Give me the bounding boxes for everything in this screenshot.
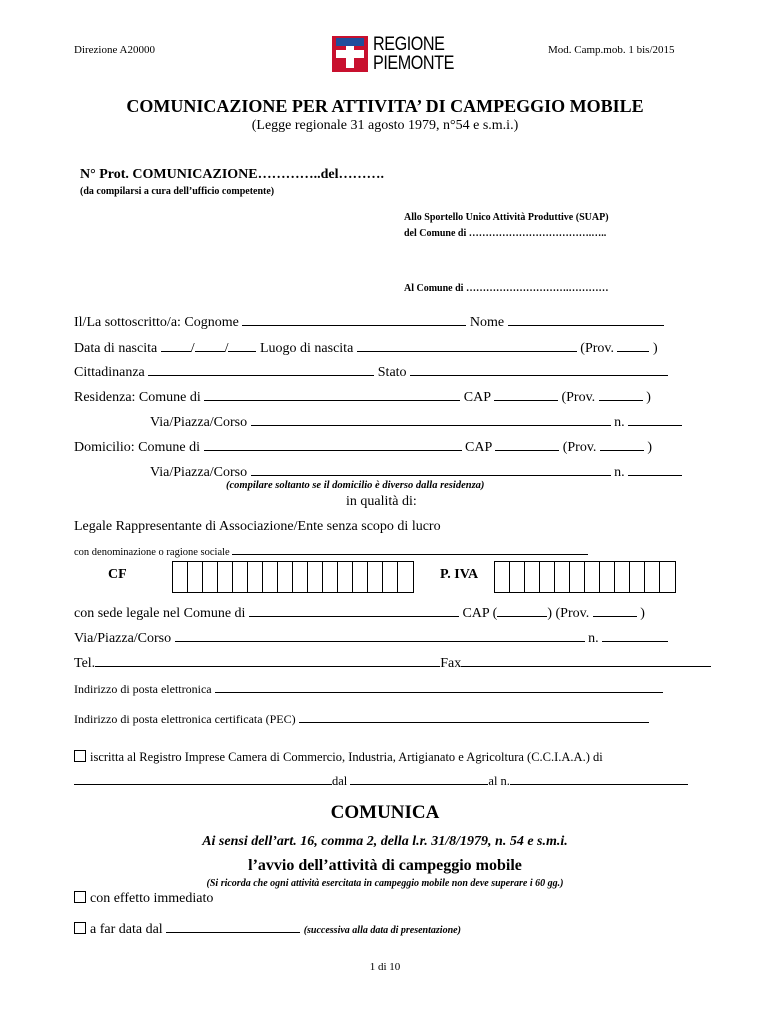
cf-label: CF (108, 567, 127, 582)
domicilio-civico-field[interactable] (628, 463, 682, 476)
domicilio-via-row (150, 463, 682, 481)
logo-line1: REGIONE (373, 34, 445, 55)
sede-comune-field[interactable] (249, 604, 459, 617)
pec-row (74, 710, 649, 727)
date-separator: / (224, 341, 229, 356)
header-direzione: Direzione A20000 (74, 44, 155, 56)
cap-label: CAP (463, 390, 491, 405)
cittadinanza-field[interactable] (148, 363, 374, 376)
header-modulo-code: Mod. Camp.mob. 1 bis/2015 (548, 44, 675, 56)
denominazione-label: con denominazione o ragione sociale (74, 547, 230, 558)
nome-field[interactable] (508, 313, 664, 326)
suap-line1: Allo Sportello Unico Attività Produttive (SUAP) (404, 212, 609, 223)
cognome-field[interactable] (242, 313, 466, 326)
pec-label: Indirizzo di posta elettronica certificata (PEC) (74, 712, 296, 726)
email-field[interactable] (215, 680, 663, 693)
comunica-title: COMUNICA (330, 802, 440, 823)
residenza-civico-field[interactable] (628, 413, 682, 426)
cognome-row (74, 313, 664, 331)
stato-label: Stato (377, 365, 407, 380)
via-label: Via/Piazza/Corso (150, 465, 248, 480)
nascita-row (74, 339, 658, 357)
prot-line: N° Prot. COMUNICAZIONE…………..del………. (80, 167, 385, 182)
prov-close: ) (647, 440, 653, 455)
prov-label: (Prov. (562, 440, 597, 455)
ai-sensi-line: Ai sensi dell’art. 16, comma 2, della l.r. 31/8/1979, n. 54 e s.m.i. (202, 834, 568, 849)
n-label: n. (614, 465, 625, 480)
pec-field[interactable] (299, 710, 649, 723)
prov-label: (Prov. (580, 341, 614, 356)
piva-input-cells[interactable] (494, 561, 676, 593)
birth-month-field[interactable] (195, 339, 225, 352)
far-data-note: (successiva alla data di presentazione) (303, 925, 461, 936)
tel-field[interactable] (95, 654, 440, 667)
tel-fax-row (74, 654, 711, 672)
email-row (74, 680, 663, 697)
in-qualita-label: in qualità di: (346, 494, 417, 509)
denominazione-field[interactable] (232, 544, 588, 555)
sede-n-label: n. (588, 631, 599, 646)
residenza-comune-field[interactable] (204, 388, 460, 401)
sede-cap-label: CAP ( (462, 606, 498, 621)
cap-label: CAP (465, 440, 492, 455)
piva-label: P. IVA (440, 567, 479, 582)
prov-close: ) (652, 341, 658, 356)
immediato-checkbox[interactable] (74, 891, 86, 903)
sede-prov-label: (Prov. (555, 606, 590, 621)
page-number: 1 di 10 (369, 961, 401, 973)
domicilio-label: Domicilio: Comune di (74, 440, 200, 455)
residenza-label: Residenza: Comune di (74, 390, 201, 405)
opt-data-row (74, 920, 461, 938)
avvio-line: l’avvio dell’attività di campeggio mobile (248, 857, 522, 874)
logo-line2: PIEMONTE (373, 53, 454, 74)
prov-close: ) (640, 606, 645, 621)
date-separator: / (190, 341, 195, 356)
email-label: Indirizzo di posta elettronica (74, 682, 212, 696)
registro-label: iscritta al Registro Imprese Camera di Commercio, Industria, Artigianato e Agricoltura (C.C.I.A.A.) di (90, 750, 603, 764)
nascita-label: Data di nascita (74, 341, 158, 356)
registro-citta-field[interactable] (74, 772, 332, 785)
luogo-field[interactable] (357, 339, 577, 352)
legale-title: Legale Rappresentante di Associazione/Ente senza scopo di lucro (74, 519, 441, 534)
tel-label: Tel. (74, 656, 96, 671)
registro-numero-field[interactable] (510, 772, 688, 785)
immediato-label: con effetto immediato (90, 891, 214, 906)
dal-label: dal (332, 774, 348, 788)
birth-day-field[interactable] (161, 339, 191, 352)
domicilio-row (74, 438, 652, 456)
domicilio-via-field[interactable] (251, 463, 611, 476)
cf-input-cells[interactable] (172, 561, 414, 593)
residenza-prov-field[interactable] (599, 388, 643, 401)
far-data-label: a far data dal (90, 922, 163, 937)
prot-note: (da compilarsi a cura dell’ufficio competente) (80, 186, 275, 197)
comune-line: Al Comune di ………………………….………… (404, 283, 609, 294)
stato-field[interactable] (410, 363, 668, 376)
sede-civico-field[interactable] (602, 629, 668, 642)
residenza-via-field[interactable] (251, 413, 611, 426)
luogo-label: Luogo di nascita (259, 341, 354, 356)
prov-close: ) (646, 390, 651, 405)
domicilio-note: (compilare soltanto se il domicilio è diverso dalla residenza) (226, 480, 485, 491)
ricorda-note: (Si ricorda che ogni attività esercitata in campeggio mobile non deve superare i 60 gg.) (206, 878, 564, 889)
residenza-row (74, 388, 651, 406)
cap-close: ) (547, 606, 553, 621)
opt-immediato-row (74, 891, 213, 907)
suap-line2: del Comune di ……………………………….….. (404, 228, 607, 239)
n-label: n. (614, 415, 625, 430)
residenza-via-row (150, 413, 682, 431)
domicilio-prov-field[interactable] (600, 438, 644, 451)
sede-via-label: Via/Piazza/Corso (74, 631, 172, 646)
far-data-field[interactable] (166, 920, 300, 933)
registro-dal-field[interactable] (350, 772, 488, 785)
domicilio-cap-field[interactable] (495, 438, 559, 451)
prov-label: (Prov. (561, 390, 596, 405)
sede-label: con sede legale nel Comune di (74, 606, 246, 621)
far-data-checkbox[interactable] (74, 922, 86, 934)
sede-via-field[interactable] (175, 629, 585, 642)
domicilio-comune-field[interactable] (204, 438, 462, 451)
sede-cap-field[interactable] (497, 604, 547, 617)
registro-detail-row (74, 772, 688, 789)
nome-label: Nome (469, 315, 505, 330)
page-subtitle: (Legge regionale 31 agosto 1979, n°54 e s.m.i.) (251, 118, 519, 133)
fax-field[interactable] (461, 654, 711, 667)
birth-year-field[interactable] (228, 339, 256, 352)
sede-row (74, 604, 645, 622)
via-label: Via/Piazza/Corso (150, 415, 248, 430)
al-n-label: al n. (488, 774, 510, 788)
registro-row (74, 750, 603, 765)
cittadinanza-row (74, 363, 668, 381)
residenza-cap-field[interactable] (494, 388, 558, 401)
prov-field[interactable] (617, 339, 649, 352)
cognome-label: Il/La sottoscritto/a: Cognome (74, 315, 239, 330)
denominazione-row (74, 544, 588, 558)
sede-via-row (74, 629, 668, 647)
cittadinanza-label: Cittadinanza (74, 365, 145, 380)
fax-label: Fax (440, 656, 462, 671)
sede-prov-field[interactable] (593, 604, 637, 617)
page-title: COMUNICAZIONE PER ATTIVITA’ DI CAMPEGGIO MOBILE (126, 96, 644, 116)
registro-checkbox[interactable] (74, 750, 86, 762)
